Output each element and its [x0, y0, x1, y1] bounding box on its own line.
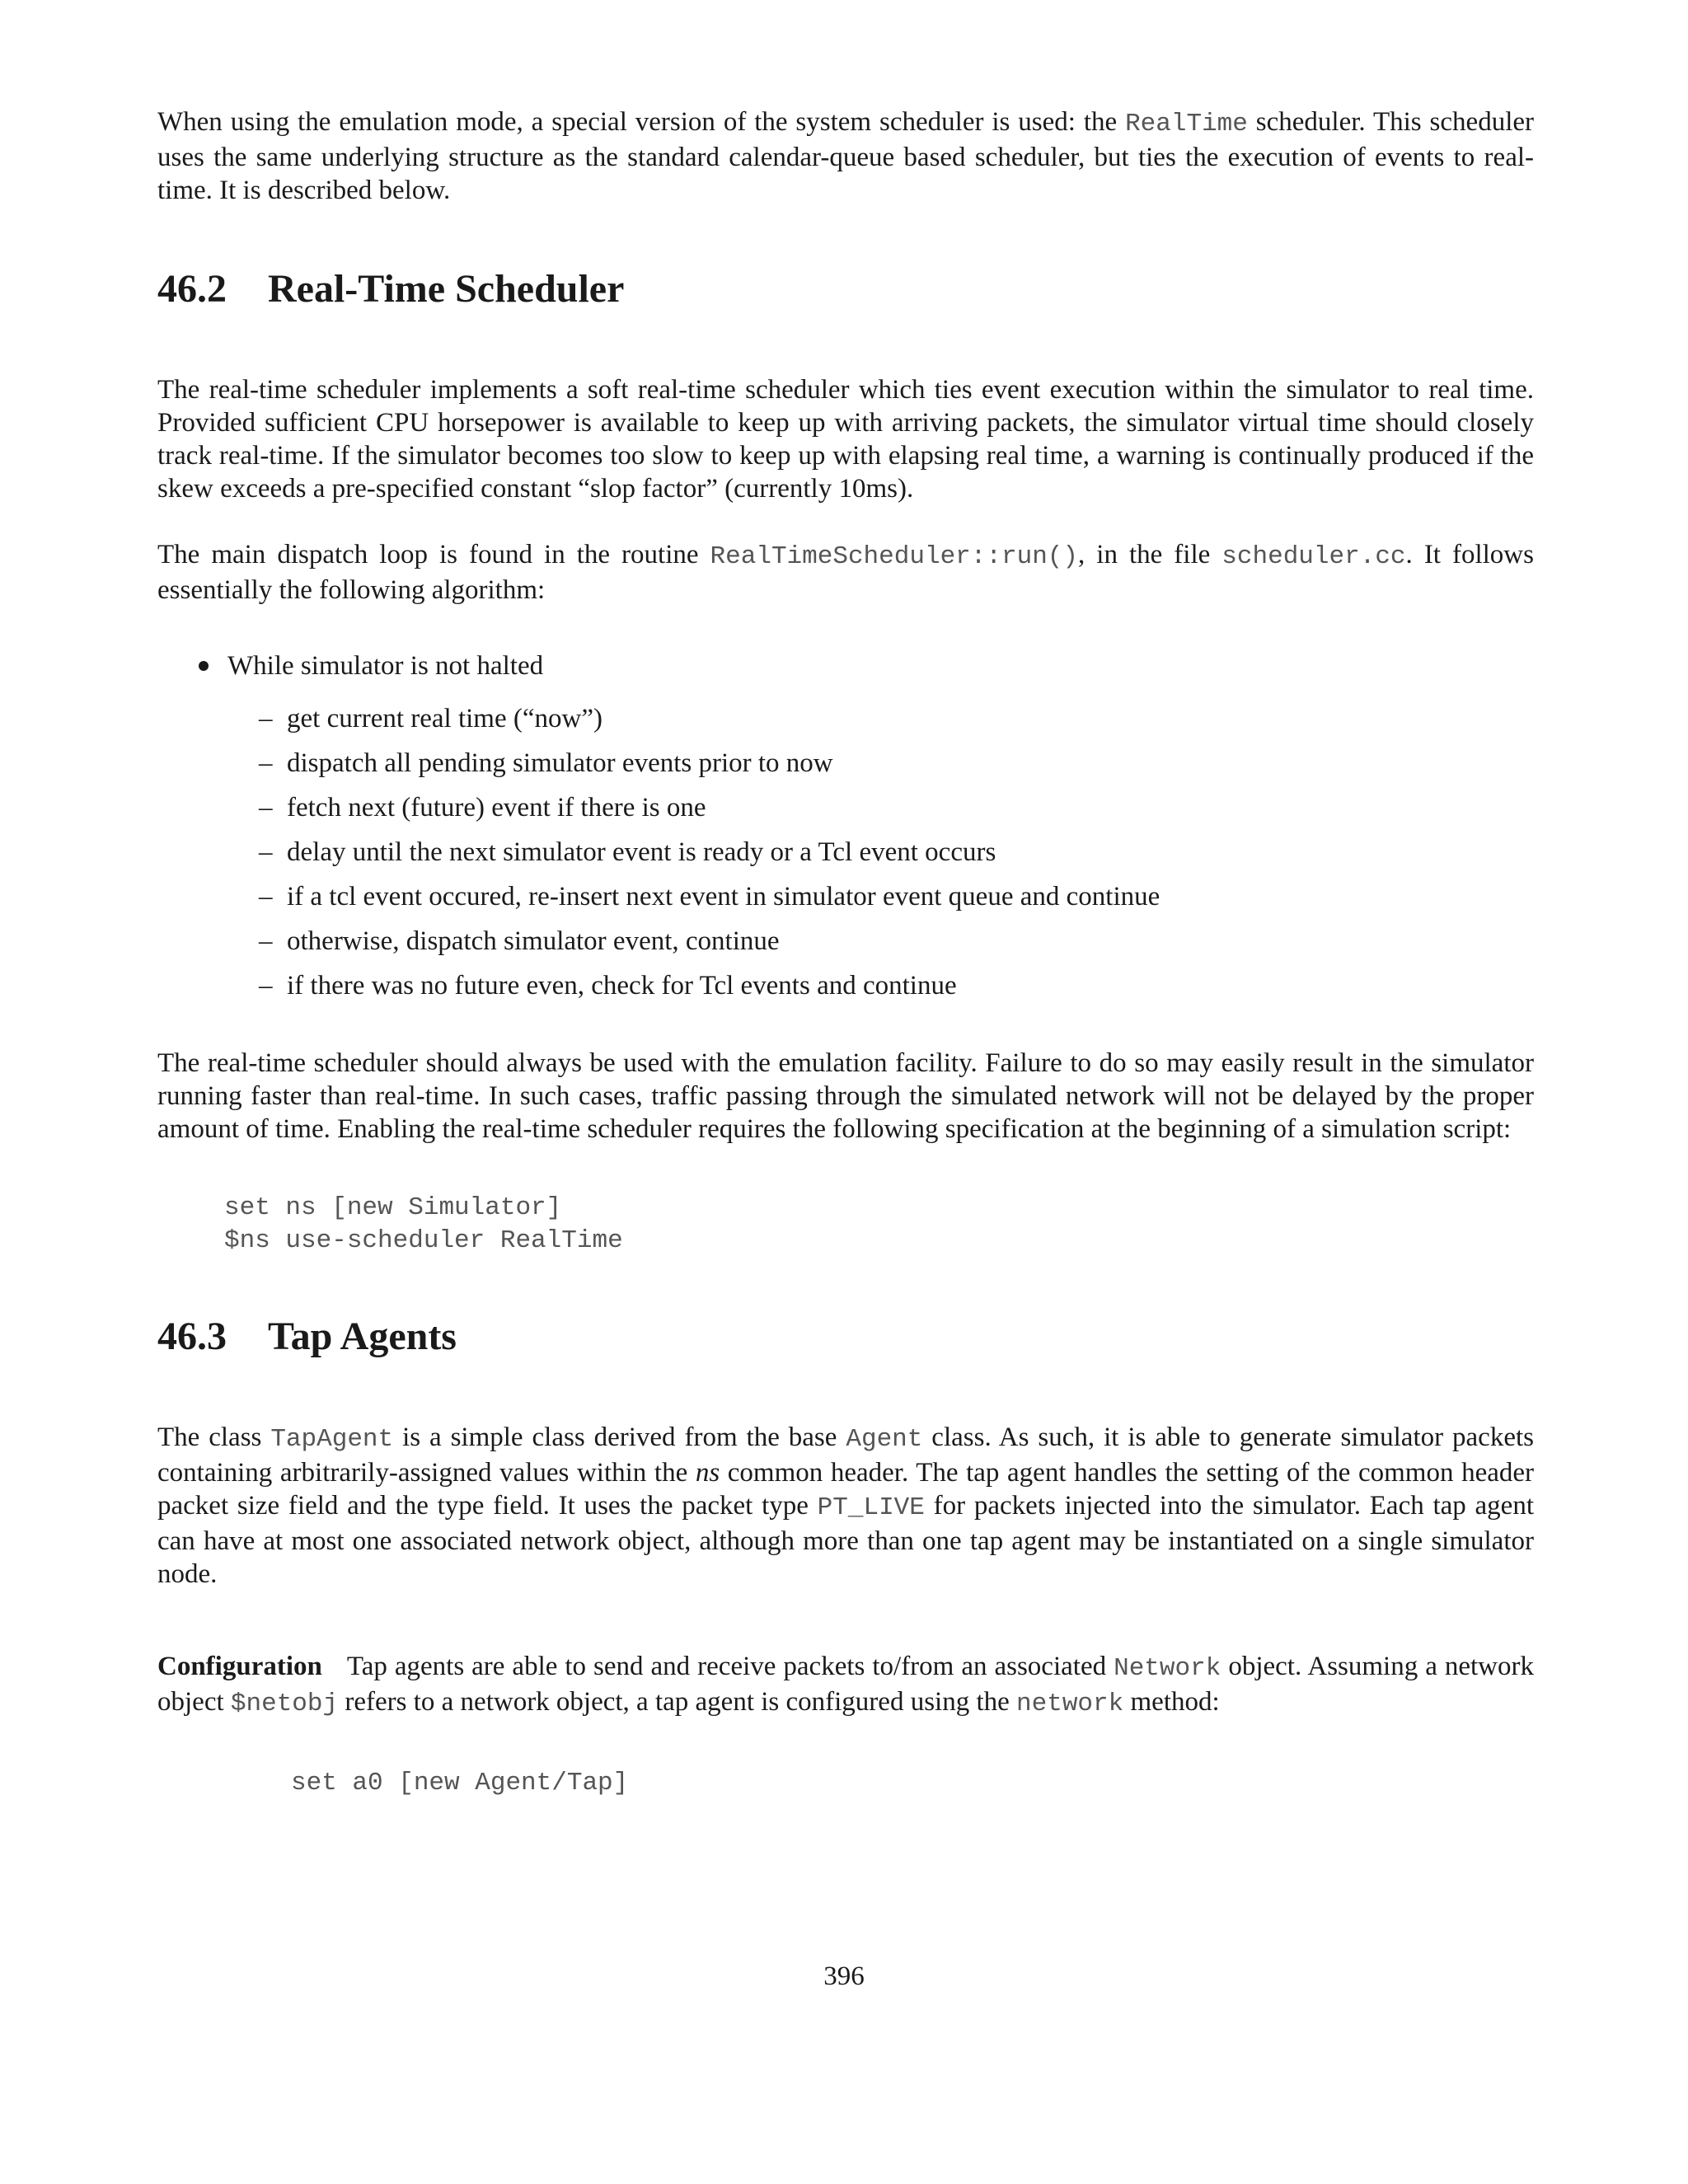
list-item-text: While simulator is not halted [227, 651, 544, 681]
code-line: set a0 [new Agent/Tap] [291, 1769, 629, 1797]
text-run: scheduler. This scheduler uses the same underlying structure as the standard calendar-queue based scheduler, but ties the execution of events to real-time. It is described below. [157, 107, 1534, 205]
text-run: The class [157, 1422, 271, 1452]
dash-icon: – [259, 793, 273, 823]
inline-code-filename: scheduler.cc [1221, 542, 1406, 571]
list-item [227, 880, 1534, 925]
list-item [227, 702, 1534, 747]
dash-icon: – [259, 882, 273, 912]
text-run: , in the file [1078, 540, 1222, 569]
inline-code-realtime: RealTime [1125, 110, 1248, 138]
dash-icon: – [259, 704, 273, 733]
step-text: delay until the next simulator event is ready or a Tcl event occurs [287, 837, 996, 867]
list-item [157, 649, 1534, 1014]
inline-code-agent: Agent [846, 1425, 923, 1454]
text-run: method: [1123, 1687, 1220, 1717]
scheduler-paragraph-2 [157, 538, 1534, 607]
code-block-scheduler [224, 1192, 1534, 1258]
bullet-icon [199, 661, 209, 671]
list-item [227, 747, 1534, 791]
inline-code-network-method: network [1016, 1690, 1124, 1718]
section-title: Real-Time Scheduler [268, 267, 625, 311]
step-text: if there was no future even, check for Tcl events and continue [287, 971, 957, 1001]
inline-code-network-class: Network [1114, 1654, 1221, 1683]
text-run: When using the emulation mode, a special version of the system scheduler is used: the [157, 107, 1126, 137]
algorithm-steps [227, 702, 1534, 1014]
code-line: $ns use-scheduler RealTime [224, 1226, 623, 1255]
section-heading-tap-agents [157, 1314, 1534, 1360]
emphasis-ns: ns [695, 1458, 720, 1488]
intro-paragraph [157, 105, 1534, 207]
section-title: Tap Agents [268, 1315, 457, 1358]
code-block-tap-agent [291, 1767, 1534, 1800]
text-run: class. As such, it is able to generate simulator packets containing arbitrarily-assigned values within the [157, 1422, 1534, 1488]
document-page [157, 105, 1534, 1800]
list-item [227, 836, 1534, 880]
text-run: common header. The tap agent handles the setting of the common header packet size field and the type field. It uses the packet type [157, 1458, 1535, 1521]
dash-icon: – [259, 837, 273, 867]
text-run: Tap agents are able to send and receive packets to/from an associated [346, 1652, 1114, 1681]
inline-code-run: RealTimeScheduler::run() [710, 542, 1079, 571]
text-run: is a simple class derived from the base [393, 1422, 846, 1452]
inline-code-tapagent: TapAgent [270, 1425, 394, 1454]
scheduler-paragraph-1: The real-time scheduler implements a soft real-time scheduler which ties event execution within the simulator to real time. Provided sufficient CPU horsepower is available to keep up with arriving packets, the simulator virtual time should closely track real-time. If the simulator becomes too slow to keep up with elapsing real time, a warning is continually produced if the skew exceeds a pre-specified constant “slop factor” (currently 10ms). [157, 375, 1534, 504]
text-run: object. Assuming a network object [157, 1652, 1535, 1717]
inline-code-netobj: $netobj [230, 1690, 339, 1718]
section-number: 46.2 [157, 267, 227, 311]
text-run: for packets injected into the simulator. Each tap agent can have at most one associated network object, although more than one tap agent may be instantiated on a single simulator node. [157, 1491, 1535, 1589]
algorithm-list [157, 649, 1534, 1014]
list-item [227, 925, 1534, 969]
dash-icon: – [259, 926, 273, 956]
dash-icon: – [259, 971, 273, 1001]
inline-code-pt-live: PT_LIVE [817, 1493, 925, 1522]
step-text: fetch next (future) event if there is one [287, 793, 706, 823]
step-text: dispatch all pending simulator events prior to now [287, 748, 833, 778]
text-run: . It follows essentially the following algorithm: [157, 540, 1534, 605]
page-number: 396 [823, 1961, 865, 1991]
code-line: set ns [new Simulator] [224, 1193, 562, 1222]
scheduler-paragraph-3: The real-time scheduler should always be used with the emulation facility. Failure to do so may easily result in the simulator running faster than real-time. In such cases, traffic passing through the simulated network will not be delayed by the proper amount of time. Enabling the real-time scheduler requires the following specification at the beginning of a simulation script: [157, 1048, 1534, 1144]
list-item [227, 969, 1534, 1014]
section-number: 46.3 [157, 1315, 227, 1358]
step-text: get current real time (“now”) [287, 704, 603, 733]
text-run: refers to a network object, a tap agent is configured using the [338, 1687, 1017, 1717]
list-item [227, 791, 1534, 836]
step-text: if a tcl event occured, re-insert next event in simulator event queue and continue [287, 882, 1160, 912]
configuration-heading: Configuration [157, 1652, 322, 1681]
text-run: The main dispatch loop is found in the routine [157, 540, 710, 569]
section-heading-real-time-scheduler [157, 266, 1534, 312]
step-text: otherwise, dispatch simulator event, continue [287, 926, 780, 956]
dash-icon: – [259, 748, 273, 778]
tap-agents-paragraph [157, 1421, 1534, 1591]
configuration-paragraph [157, 1650, 1534, 1721]
